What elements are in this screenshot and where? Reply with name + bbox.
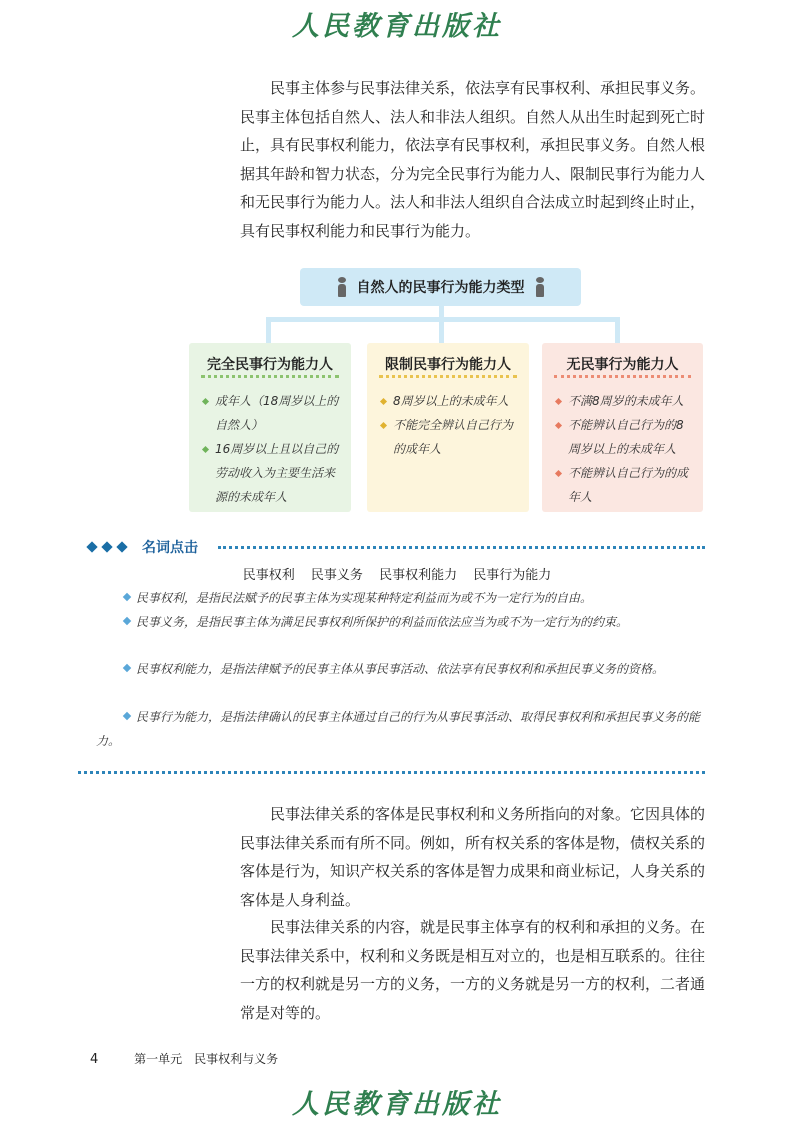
body-paragraph: 民事法律关系的内容，就是民事主体享有的权利和承担的义务。在民事法律关系中，权利和义务既是相互对立的，也是相互联系的。往往一方的权利就是另一方的义务，一方的义务就是另一方的权利，二者通常是对等的。 <box>240 918 706 1022</box>
bullet-icon <box>123 617 131 625</box>
connector-line <box>615 317 620 343</box>
bullet-icon <box>123 664 131 672</box>
publisher-logo-top: 人民教育出版社 <box>292 11 502 42</box>
glossary-term: 民事行为能力 <box>473 568 552 583</box>
dotted-divider <box>379 375 517 378</box>
person-icon <box>338 277 346 297</box>
dotted-divider <box>554 375 691 378</box>
glossary-terms <box>0 564 794 583</box>
card-limited-capacity <box>367 343 529 512</box>
connector-line <box>266 317 620 322</box>
page-number: 4 <box>90 1052 99 1067</box>
body-paragraph: 民事法律关系的客体是民事权利和义务所指向的对象。它因具体的民事法律关系而有所不同。例如，所有权关系的客体是物，债权关系的客体是行为，知识产权关系的客体是智力成果和商业标记，人身关系的客体是人身利益。 <box>240 805 706 909</box>
diamond-icon <box>116 541 127 552</box>
glossary-term: 民事权利 <box>242 568 295 583</box>
glossary-title: 名词点击 <box>142 540 198 556</box>
glossary-definition: 民事义务，是指民事主体为满足民事权利所保护的利益而依法应当为或不为一定行为的约束。 <box>96 610 706 634</box>
card-no-capacity <box>542 343 703 512</box>
list-item: 成年人（18周岁以上的自然人） <box>201 389 343 437</box>
glossary-definition: 民事权利，是指民法赋予的民事主体为实现某种特定利益而为或不为一定行为的自由。 <box>96 586 706 610</box>
intro-paragraph: 民事主体参与民事法律关系，依法享有民事权利、承担民事义务。民事主体包括自然人、法人和非法人组织。自然人从出生时起到死亡时止，具有民事权利能力，依法享有民事权利，承担民事义务。自然人根据其年龄和智力状态，分为完全民事行为能力人、限制民事行为能力人和无民事行为能力人。法人和非法人组织自合法成立时起到终止时止，具有民事权利能力和民事行为能力。 <box>240 79 706 240</box>
list-item: 16周岁以上且以自己的劳动收入为主要生活来源的未成年人 <box>201 437 343 509</box>
list-item: 8周岁以上的未成年人 <box>379 389 521 413</box>
card-title: 无民事行为能力人 <box>566 357 679 373</box>
list-item: 不能完全辨认自己行为的成年人 <box>379 413 521 461</box>
dotted-divider <box>78 771 705 774</box>
unit-title: 第一单元 民事权利与义务 <box>134 1052 279 1066</box>
list-item: 不能辨认自己行为的成年人 <box>554 461 695 509</box>
glossary-definition: 民事行为能力，是指法律确认的民事主体通过自己的行为从事民事活动、取得民事权利和承担民事义务的能力。 <box>96 710 701 748</box>
card-title: 限制民事行为能力人 <box>385 357 511 373</box>
bullet-icon <box>123 712 131 720</box>
diamond-icon <box>86 541 97 552</box>
diagram-root-label: 自然人的民事行为能力类型 <box>356 280 525 296</box>
person-icon <box>536 277 544 297</box>
card-full-capacity <box>189 343 351 512</box>
diagram-root <box>300 268 581 306</box>
connector-line <box>266 317 271 343</box>
diamond-icon <box>101 541 112 552</box>
dotted-divider <box>201 375 339 378</box>
publisher-logo-bottom: 人民教育出版社 <box>292 1089 502 1120</box>
glossary-header <box>88 537 198 557</box>
glossary-term: 民事权利能力 <box>379 568 458 583</box>
dotted-divider <box>218 546 705 549</box>
list-item: 不满8周岁的未成年人 <box>554 389 695 413</box>
list-item: 不能辨认自己行为的8周岁以上的未成年人 <box>554 413 695 461</box>
glossary-definition: 民事权利能力，是指法律赋予的民事主体从事民事活动、依法享有民事权利和承担民事义务的资格。 <box>96 657 706 681</box>
page-footer <box>90 1050 278 1067</box>
connector-line <box>439 306 444 343</box>
card-title: 完全民事行为能力人 <box>207 357 333 373</box>
glossary-term: 民事义务 <box>310 568 363 583</box>
bullet-icon <box>123 593 131 601</box>
